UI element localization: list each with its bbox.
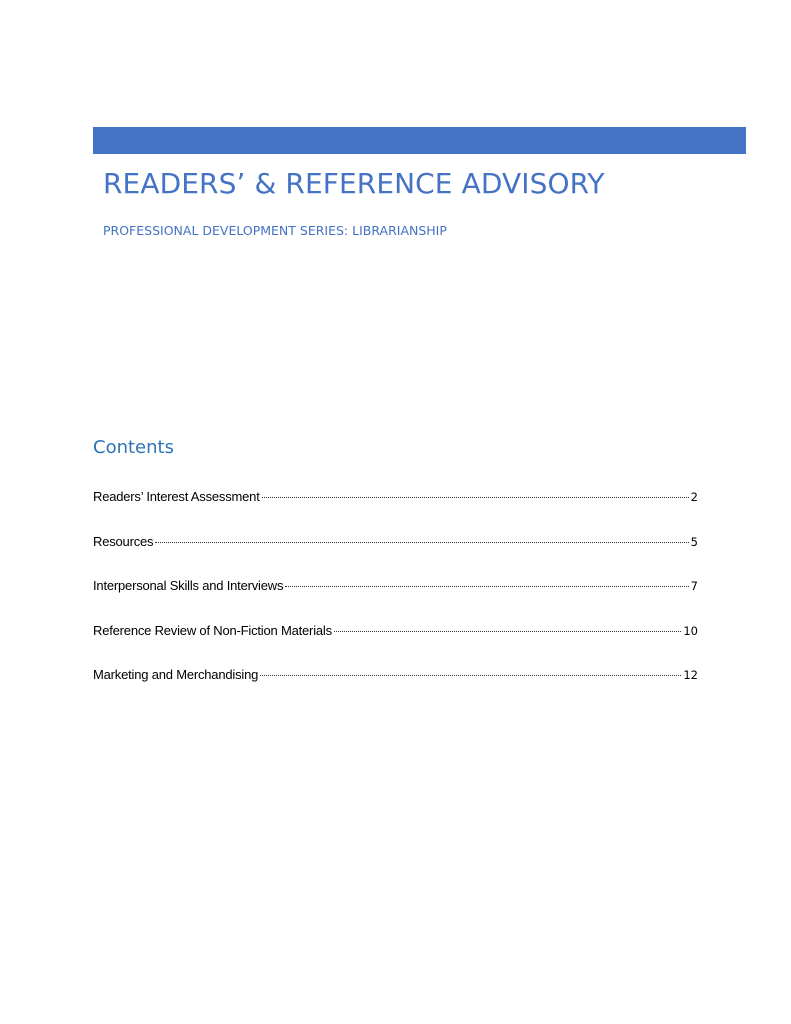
toc-entry-title: Interpersonal Skills and Interviews [93, 578, 284, 593]
toc-dot-leader [285, 586, 688, 587]
document-subtitle: PROFESSIONAL DEVELOPMENT SERIES: LIBRARIANSHIP [103, 223, 447, 238]
toc-entry-title: Marketing and Merchandising [93, 667, 259, 682]
document-title: READERS’ & REFERENCE ADVISORY [103, 167, 605, 200]
toc-entry-marketing[interactable] [93, 667, 698, 712]
toc-dot-leader [334, 631, 681, 632]
table-of-contents [93, 489, 698, 712]
toc-dot-leader [155, 542, 688, 543]
toc-entry-reference-review[interactable] [93, 623, 698, 668]
toc-page-number: 12 [683, 668, 698, 682]
toc-dot-leader [260, 675, 681, 676]
title-accent-bar [93, 127, 746, 154]
toc-entry-title: Readers’ Interest Assessment [93, 489, 260, 504]
toc-page-number: 10 [683, 623, 698, 638]
toc-page-number: 2 [690, 490, 698, 504]
toc-page-number: 5 [690, 534, 698, 549]
toc-entry-title: Resources [93, 533, 154, 549]
toc-dot-leader [262, 497, 689, 498]
toc-heading: Contents [93, 437, 174, 458]
toc-entry-interpersonal-skills[interactable] [93, 578, 698, 623]
toc-entry-title: Reference Review of Non-Fiction Materials [93, 622, 332, 638]
toc-entry-readers-interest-assessment[interactable] [93, 489, 698, 534]
toc-entry-resources[interactable] [93, 534, 698, 579]
toc-page-number: 7 [690, 579, 698, 593]
